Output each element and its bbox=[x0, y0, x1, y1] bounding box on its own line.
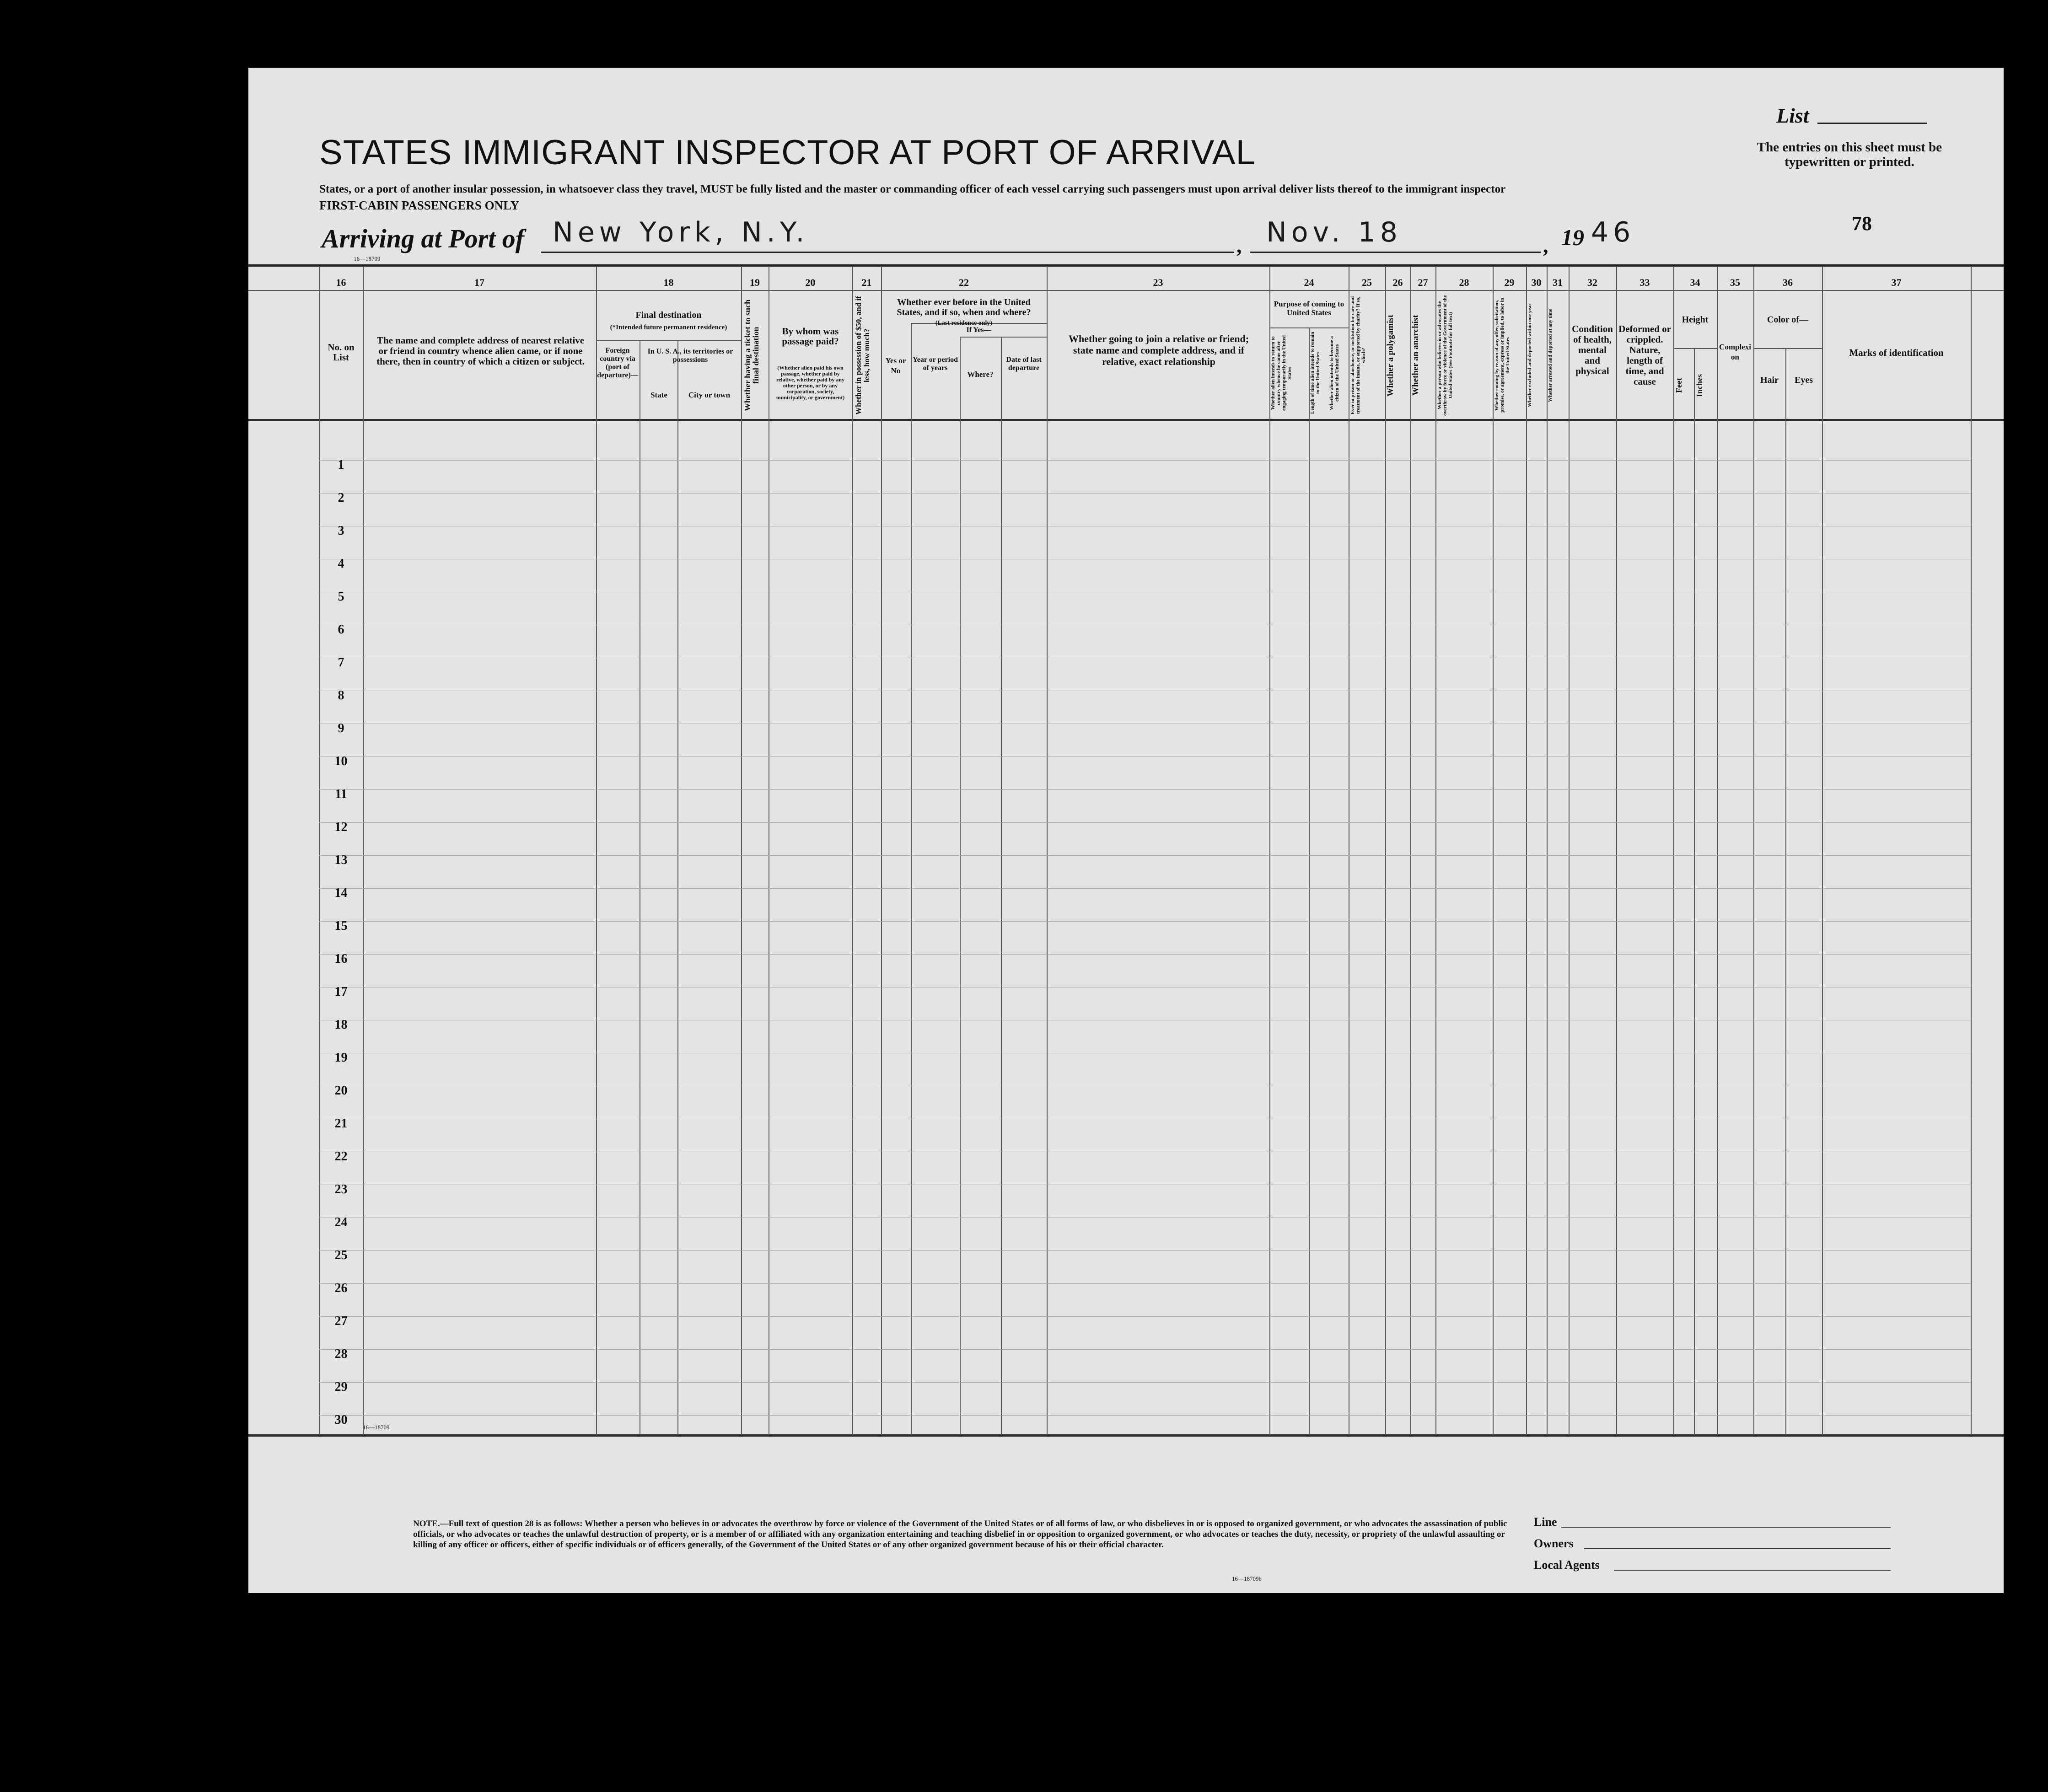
page-number: 78 bbox=[1852, 212, 1872, 235]
column-divider bbox=[1753, 266, 1754, 1435]
line-field[interactable] bbox=[1561, 1527, 1891, 1528]
column-number: 31 bbox=[1553, 277, 1563, 288]
column-number: 24 bbox=[1304, 277, 1314, 288]
column-divider bbox=[881, 266, 882, 1435]
row-line bbox=[319, 493, 1971, 494]
row-number: 12 bbox=[334, 820, 348, 834]
column-divider bbox=[960, 338, 961, 1435]
row-number: 7 bbox=[338, 655, 344, 670]
col25-header: Ever in prison or almshouse, or institution for care and treatment of the insane, or supported by charity? If so, which? bbox=[1350, 296, 1366, 415]
row-number: 5 bbox=[338, 590, 344, 604]
entries-note: The entries on this sheet must be typewritten or printed. bbox=[1757, 140, 1942, 169]
column-divider bbox=[1047, 266, 1048, 1435]
row-number: 1 bbox=[338, 458, 344, 472]
col20-title: By whom was passage paid? bbox=[782, 326, 839, 347]
col22-ifyes: If Yes— bbox=[966, 326, 991, 334]
list-label: List bbox=[1776, 104, 1809, 127]
row-line bbox=[319, 855, 1971, 856]
col24-length: Length of time alien intends to remain in the United States bbox=[1310, 332, 1321, 414]
col21-header: Whether in possession of $50, and if less, how much? bbox=[854, 296, 871, 415]
row-line bbox=[319, 1250, 1971, 1251]
col36-title: Color of— bbox=[1767, 315, 1809, 325]
column-divider bbox=[1309, 328, 1310, 1435]
row-number: 27 bbox=[334, 1314, 348, 1328]
row-number: 23 bbox=[334, 1182, 348, 1196]
row-line bbox=[319, 1382, 1971, 1383]
row-number: 16 bbox=[334, 952, 348, 966]
col32-header: Condition of health, mental and physical bbox=[1572, 323, 1613, 376]
col22-years: Year or period of years bbox=[913, 356, 958, 372]
column-divider bbox=[1616, 266, 1617, 1435]
row-number: 24 bbox=[334, 1215, 348, 1229]
agents-label: Local Agents bbox=[1534, 1558, 1600, 1572]
column-divider bbox=[363, 266, 364, 1435]
row-number: 20 bbox=[334, 1084, 348, 1098]
column-number: 22 bbox=[959, 277, 969, 288]
col33-header: Deformed or crippled. Nature, length of time, and cause bbox=[1618, 323, 1671, 387]
col36-hair: Hair bbox=[1760, 375, 1779, 385]
row-line bbox=[319, 822, 1971, 823]
col24-citizen: Whether alien intends to become a citizen of the United States bbox=[1329, 336, 1340, 410]
col22-date: Date of last departure bbox=[1006, 356, 1042, 372]
column-divider bbox=[596, 266, 597, 1435]
column-number: 27 bbox=[1418, 277, 1428, 288]
subheader-rule bbox=[1673, 348, 1717, 349]
header-bottom-rule bbox=[248, 419, 2004, 421]
owners-label: Owners bbox=[1534, 1537, 1574, 1550]
column-number: 33 bbox=[1639, 277, 1650, 288]
table-top-rule bbox=[248, 264, 2004, 267]
column-number: 35 bbox=[1730, 277, 1740, 288]
column-number: 21 bbox=[861, 277, 872, 288]
column-divider bbox=[1001, 338, 1002, 1435]
col36-eyes: Eyes bbox=[1795, 375, 1813, 385]
column-number: 34 bbox=[1690, 277, 1700, 288]
year-prefix: 19 bbox=[1561, 225, 1584, 250]
col30-header: Whether excluded and deported within one year bbox=[1527, 303, 1532, 408]
col23-header: Whether going to join a relative or friend; state name and complete address, and if relative, exact relationship bbox=[1068, 333, 1249, 367]
column-number: 25 bbox=[1362, 277, 1372, 288]
row-number: 2 bbox=[338, 491, 344, 505]
column-number: 20 bbox=[805, 277, 816, 288]
column-divider bbox=[1385, 266, 1386, 1435]
col31-header: Whether arrested and deported at any time bbox=[1548, 309, 1553, 402]
col22-yesno: Yes or No bbox=[885, 356, 906, 375]
manifest-sheet bbox=[248, 68, 2004, 1593]
col16-header: No. on List bbox=[328, 342, 355, 363]
port-handwritten: New York, N.Y. bbox=[553, 216, 809, 248]
line-label: Line bbox=[1534, 1515, 1557, 1529]
col22-note: (Last residence only) bbox=[935, 320, 993, 327]
col26-header: Whether a polygamist bbox=[1386, 314, 1395, 397]
column-divider bbox=[1526, 266, 1527, 1435]
row-line bbox=[319, 789, 1971, 790]
column-divider bbox=[1493, 266, 1494, 1435]
list-number-field[interactable] bbox=[1817, 123, 1927, 124]
row-number: 30 bbox=[334, 1413, 348, 1427]
row-number: 6 bbox=[338, 622, 344, 637]
col18-state: State bbox=[650, 391, 667, 399]
column-number: 26 bbox=[1392, 277, 1403, 288]
date-handwritten: Nov. 18 bbox=[1266, 216, 1402, 248]
form-code-left: 16—18709 bbox=[363, 1424, 390, 1431]
column-number: 28 bbox=[1459, 277, 1469, 288]
column-divider bbox=[1694, 349, 1695, 1435]
row-line bbox=[319, 1316, 1971, 1317]
page-title: STATES IMMIGRANT INSPECTOR AT PORT OF ARRIVAL bbox=[319, 133, 1256, 172]
col28-header: Whether a person who believes in or advocates the overthrow by force or violence of the Government of the United States (See Footnote for full text) bbox=[1437, 295, 1453, 416]
row-line bbox=[319, 1283, 1971, 1284]
column-number: 19 bbox=[750, 277, 760, 288]
column-number: 16 bbox=[336, 277, 346, 288]
col20-note: (Whether alien paid his own passage, whether paid by relative, whether paid by any other person, or by any corporation, society, municipality, or government) bbox=[776, 365, 845, 401]
column-number: 23 bbox=[1153, 277, 1163, 288]
subheader-rule bbox=[1269, 327, 1349, 328]
agents-field[interactable] bbox=[1614, 1570, 1891, 1571]
owners-field[interactable] bbox=[1584, 1548, 1891, 1549]
row-number: 28 bbox=[334, 1347, 348, 1361]
col17-header: The name and complete address of nearest relative or friend in country whence alien came, or if none there, then in country of which a citizen or subject. bbox=[376, 335, 585, 367]
column-divider bbox=[1971, 266, 1972, 1435]
column-divider bbox=[1547, 266, 1548, 1435]
column-divider bbox=[1822, 266, 1823, 1435]
row-line bbox=[319, 1415, 1971, 1416]
col18-title: Final destination bbox=[635, 310, 702, 320]
row-number: 25 bbox=[334, 1248, 348, 1262]
row-line bbox=[319, 1349, 1971, 1350]
row-line bbox=[319, 954, 1971, 955]
row-number: 14 bbox=[334, 886, 348, 900]
footnote: NOTE.—Full text of question 28 is as follows: Whether a person who believes in or advocates the overthrow by force or violence of the Government of the United States or of all forms of law, or who disbelieves in or is opposed to organized government, or who advocates the assassination of public officials, or who advocates or teaches the unlawful destruction of property, or is a member of or affiliated with any organization entertaining and teaching disbelief in or opposition to organized government, or who advocates or teaches the duty, necessity, or propriety of the unlawful assaulting or killing of any officer or officers, either of specific individuals or of officers generally, of the Government of the United States or of any other organized government because of his or their official character. bbox=[413, 1519, 1507, 1550]
row-number: 13 bbox=[334, 853, 348, 867]
column-divider bbox=[1410, 266, 1411, 1435]
column-number: 30 bbox=[1531, 277, 1542, 288]
col37-header: Marks of identification bbox=[1849, 347, 1944, 358]
comma: , bbox=[1543, 234, 1548, 257]
column-divider bbox=[741, 266, 742, 1435]
column-divider bbox=[1269, 266, 1270, 1435]
row-line bbox=[319, 921, 1971, 922]
col22-where: Where? bbox=[967, 370, 994, 379]
row-number: 11 bbox=[335, 787, 347, 801]
year-handwritten: 46 bbox=[1591, 216, 1635, 248]
col19-header: Whether having a ticket to such final destination bbox=[743, 299, 760, 412]
column-number: 32 bbox=[1587, 277, 1597, 288]
table-bottom-rule bbox=[248, 1434, 2004, 1437]
port-field[interactable] bbox=[541, 252, 1234, 253]
row-number: 18 bbox=[334, 1018, 348, 1032]
comma: , bbox=[1236, 234, 1242, 257]
column-number: 36 bbox=[1783, 277, 1793, 288]
passenger-class-line: FIRST-CABIN PASSENGERS ONLY bbox=[319, 199, 520, 212]
row-number: 3 bbox=[338, 524, 344, 538]
col18-city: City or town bbox=[688, 391, 731, 399]
row-number: 29 bbox=[334, 1380, 348, 1394]
row-number: 17 bbox=[334, 985, 348, 999]
subheader-rule bbox=[596, 340, 741, 341]
subheader-rule bbox=[960, 337, 1047, 338]
row-number: 15 bbox=[334, 919, 348, 933]
row-number: 4 bbox=[338, 557, 344, 571]
form-code-right: 16—18709b bbox=[1232, 1575, 1262, 1582]
row-number: 10 bbox=[334, 754, 348, 768]
col27-header: Whether an anarchist bbox=[1411, 315, 1420, 396]
col24-return: Whether alien intends to return to country whence he came after engaging temporarily in the United States bbox=[1270, 335, 1292, 411]
column-divider bbox=[852, 266, 853, 1435]
column-divider bbox=[1673, 266, 1674, 1435]
row-number: 8 bbox=[338, 688, 344, 703]
date-field[interactable] bbox=[1250, 252, 1541, 253]
form-code: 16—18709 bbox=[354, 255, 381, 262]
col22-title: Whether ever before in the United States, and if so, when and where? bbox=[897, 297, 1031, 317]
row-line bbox=[319, 460, 1971, 461]
column-divider bbox=[1785, 349, 1786, 1435]
row-number: 22 bbox=[334, 1149, 348, 1164]
column-divider bbox=[1435, 266, 1436, 1435]
col35-header: Complexion bbox=[1719, 343, 1751, 361]
row-line bbox=[319, 888, 1971, 889]
col18-usa: In U. S. A., its territories or possessions bbox=[647, 348, 733, 364]
row-number: 9 bbox=[338, 721, 344, 735]
column-number: 17 bbox=[474, 277, 484, 288]
row-number: 19 bbox=[334, 1051, 348, 1065]
instruction-line: States, or a port of another insular possession, in whatsoever class they travel, MUST be fully listed and the master or commanding officer of each vessel carrying such passengers must upon arrival deliver lists thereof to the immigrant inspector bbox=[319, 183, 1506, 195]
col34-feet: Feet bbox=[1674, 378, 1683, 393]
col34-title: Height bbox=[1682, 315, 1709, 325]
column-number: 37 bbox=[1891, 277, 1902, 288]
column-number: 29 bbox=[1504, 277, 1515, 288]
col24-title: Purpose of coming to United States bbox=[1274, 300, 1344, 317]
column-divider bbox=[1717, 266, 1718, 1435]
row-number: 26 bbox=[334, 1281, 348, 1295]
col18-foreign: Foreign country via (port of departure)— bbox=[597, 347, 638, 379]
row-number: 21 bbox=[334, 1116, 348, 1131]
column-divider bbox=[1569, 266, 1570, 1435]
subheader-rule bbox=[1753, 348, 1822, 349]
col29-header: Whether coming by reason of any offer, solicitation, promise, or agreement, express or implied, to labor in the United States bbox=[1494, 298, 1510, 413]
arriving-label: Arriving at Port of bbox=[322, 224, 525, 253]
column-divider bbox=[911, 324, 912, 1435]
col18-note: (*Intended future permanent residence) bbox=[610, 324, 727, 331]
column-number: 18 bbox=[663, 277, 674, 288]
col34-inches: Inches bbox=[1695, 374, 1704, 397]
